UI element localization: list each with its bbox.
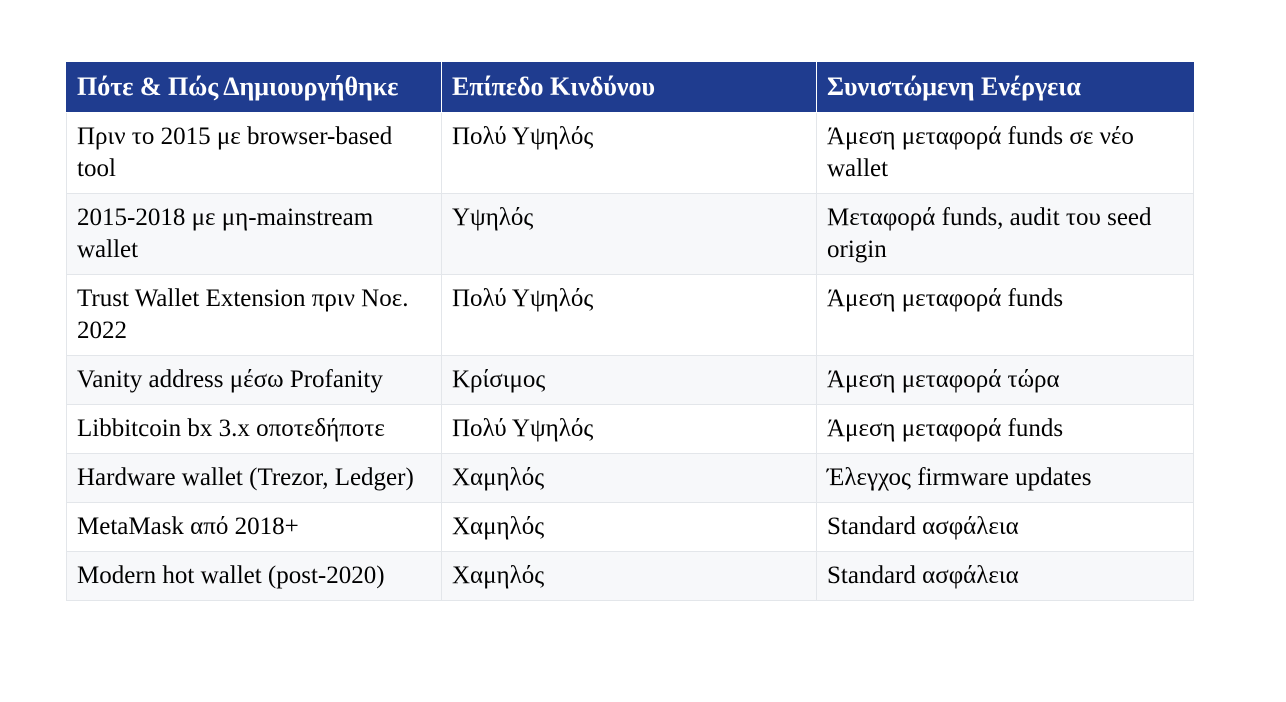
- cell-created: MetaMask από 2018+: [67, 503, 442, 552]
- table-row: [67, 194, 1194, 275]
- table-row: [67, 113, 1194, 194]
- cell-created: Libbitcoin bx 3.x οποτεδήποτε: [67, 405, 442, 454]
- cell-risk: Πολύ Υψηλός: [442, 275, 817, 356]
- cell-action: Άμεση μεταφορά funds: [817, 275, 1194, 356]
- table-row: [67, 454, 1194, 503]
- table-row: [67, 503, 1194, 552]
- table-row: [67, 552, 1194, 601]
- header-recommended-action: Συνιστώμενη Ενέργεια: [817, 62, 1194, 113]
- table-row: [67, 275, 1194, 356]
- cell-created: Trust Wallet Extension πριν Νοε. 2022: [67, 275, 442, 356]
- table-header-row: [67, 62, 1194, 113]
- cell-action: Standard ασφάλεια: [817, 503, 1194, 552]
- cell-risk: Πολύ Υψηλός: [442, 405, 817, 454]
- cell-risk: Κρίσιμος: [442, 356, 817, 405]
- table-row: [67, 405, 1194, 454]
- risk-table: [66, 62, 1194, 601]
- cell-created: Πριν το 2015 με browser-based tool: [67, 113, 442, 194]
- cell-action: Μεταφορά funds, audit του seed origin: [817, 194, 1194, 275]
- cell-created: Hardware wallet (Trezor, Ledger): [67, 454, 442, 503]
- cell-action: Άμεση μεταφορά τώρα: [817, 356, 1194, 405]
- header-risk-level: Επίπεδο Κινδύνου: [442, 62, 817, 113]
- cell-created: 2015-2018 με μη-mainstream wallet: [67, 194, 442, 275]
- cell-action: Άμεση μεταφορά funds σε νέο wallet: [817, 113, 1194, 194]
- cell-risk: Χαμηλός: [442, 503, 817, 552]
- cell-created: Vanity address μέσω Profanity: [67, 356, 442, 405]
- cell-risk: Χαμηλός: [442, 552, 817, 601]
- cell-risk: Χαμηλός: [442, 454, 817, 503]
- table-row: [67, 356, 1194, 405]
- cell-action: Έλεγχος firmware updates: [817, 454, 1194, 503]
- cell-risk: Πολύ Υψηλός: [442, 113, 817, 194]
- cell-created: Modern hot wallet (post-2020): [67, 552, 442, 601]
- cell-action: Standard ασφάλεια: [817, 552, 1194, 601]
- header-created-when-how: Πότε & Πώς Δημιουργήθηκε: [67, 62, 442, 113]
- cell-action: Άμεση μεταφορά funds: [817, 405, 1194, 454]
- cell-risk: Υψηλός: [442, 194, 817, 275]
